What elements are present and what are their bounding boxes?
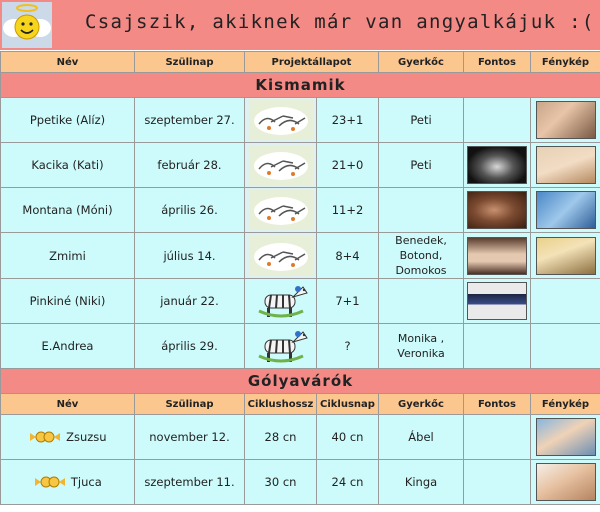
status-cell: 7+1 xyxy=(317,279,379,324)
zebra-icon xyxy=(245,324,317,369)
angel-smiley-icon xyxy=(2,2,52,48)
col-header-cycle-length: Ciklushossz xyxy=(245,394,317,415)
important-cell xyxy=(464,460,531,505)
kids-cell: Ábel xyxy=(379,415,464,460)
col-header-photo: Fénykép xyxy=(531,394,600,415)
photo-cell xyxy=(531,233,600,279)
section-title-kismamik: Kismamik xyxy=(1,73,600,98)
name-cell: E.Andrea xyxy=(1,324,135,369)
birthday-cell: április 26. xyxy=(135,188,245,233)
portrait-photo xyxy=(536,146,596,184)
birthday-cell: február 28. xyxy=(135,143,245,188)
photo-cell xyxy=(531,188,600,233)
table-row xyxy=(1,233,600,279)
kids-cell: Peti xyxy=(379,98,464,143)
name-text: Zsuzsu xyxy=(66,429,107,444)
important-cell xyxy=(464,98,531,143)
important-cell xyxy=(464,415,531,460)
photo-cell xyxy=(531,324,600,369)
cycle-length-cell: 30 cn xyxy=(245,460,317,505)
kids-cell: Kinga xyxy=(379,460,464,505)
important-cell xyxy=(464,279,531,324)
col-header-status: Projektállapot xyxy=(245,52,379,73)
cycle-length-cell: 28 cn xyxy=(245,415,317,460)
stork-icon xyxy=(245,98,317,143)
col-header-kids: Gyerkőc xyxy=(379,52,464,73)
ultrasound-photo xyxy=(467,282,527,320)
col-header-photo: Fénykép xyxy=(531,52,600,73)
pregnancy-test-photo xyxy=(467,237,527,275)
col-header-birthday: Szülinap xyxy=(135,52,245,73)
kids-cell: Benedek, Botond, Domokos xyxy=(379,233,464,279)
kids-cell: Monika , Veronika xyxy=(379,324,464,369)
important-cell xyxy=(464,188,531,233)
status-cell: 23+1 xyxy=(317,98,379,143)
kids-cell xyxy=(379,188,464,233)
candy-icon xyxy=(28,430,62,444)
kids-cell: Peti xyxy=(379,143,464,188)
photo-cell xyxy=(531,279,600,324)
baby-photo xyxy=(536,418,596,456)
kids-cell xyxy=(379,279,464,324)
photo-cell xyxy=(531,143,600,188)
status-cell: 21+0 xyxy=(317,143,379,188)
section-title-golyavarok: Gólyavárók xyxy=(1,369,600,394)
birthday-cell: július 14. xyxy=(135,233,245,279)
candy-icon xyxy=(33,475,67,489)
name-text: Tjuca xyxy=(70,474,102,489)
table-row xyxy=(1,98,600,143)
name-cell: Zmimi xyxy=(1,233,135,279)
baby-photo xyxy=(536,463,596,501)
name-cell: Ppetike (Alíz) xyxy=(1,98,135,143)
stork-icon xyxy=(245,188,317,233)
col-header-important: Fontos xyxy=(464,52,531,73)
table-row xyxy=(1,143,600,188)
cycle-day-cell: 40 cn xyxy=(317,415,379,460)
page-title: Csajszik, akiknek már van angyalkájuk :( xyxy=(85,11,595,33)
cycle-day-cell: 24 cn xyxy=(317,460,379,505)
name-cell: Montana (Móni) xyxy=(1,188,135,233)
name-cell xyxy=(1,460,135,505)
birthday-cell: november 12. xyxy=(135,415,245,460)
col-header-name: Név xyxy=(1,394,135,415)
title-banner xyxy=(0,0,600,50)
table-row xyxy=(1,415,600,460)
table-row xyxy=(1,188,600,233)
name-cell: Pinkiné (Niki) xyxy=(1,279,135,324)
name-cell xyxy=(1,415,135,460)
portrait-photo xyxy=(536,191,596,229)
stork-icon xyxy=(245,143,317,188)
table-row xyxy=(1,324,600,369)
zebra-icon xyxy=(245,279,317,324)
ultrasound-photo xyxy=(467,191,527,229)
ultrasound-photo xyxy=(467,146,527,184)
col-header-birthday: Szülinap xyxy=(135,394,245,415)
portrait-photo xyxy=(536,237,596,275)
col-header-important: Fontos xyxy=(464,394,531,415)
status-cell: 8+4 xyxy=(317,233,379,279)
birthday-cell: április 29. xyxy=(135,324,245,369)
col-header-name: Név xyxy=(1,52,135,73)
important-cell xyxy=(464,233,531,279)
col-header-kids: Gyerkőc xyxy=(379,394,464,415)
status-cell: 11+2 xyxy=(317,188,379,233)
stork-icon xyxy=(245,233,317,279)
header-row xyxy=(1,394,600,415)
birthday-cell: szeptember 27. xyxy=(135,98,245,143)
photo-cell xyxy=(531,98,600,143)
important-cell xyxy=(464,143,531,188)
name-cell: Kacika (Kati) xyxy=(1,143,135,188)
important-cell xyxy=(464,324,531,369)
table-row xyxy=(1,460,600,505)
header-row xyxy=(1,52,600,73)
kismamik-table xyxy=(0,51,600,505)
family-photo xyxy=(536,101,596,139)
birthday-cell: szeptember 11. xyxy=(135,460,245,505)
photo-cell xyxy=(531,415,600,460)
col-header-cycle-day: Ciklusnap xyxy=(317,394,379,415)
photo-cell xyxy=(531,460,600,505)
birthday-cell: január 22. xyxy=(135,279,245,324)
table-row xyxy=(1,279,600,324)
status-cell: ? xyxy=(317,324,379,369)
